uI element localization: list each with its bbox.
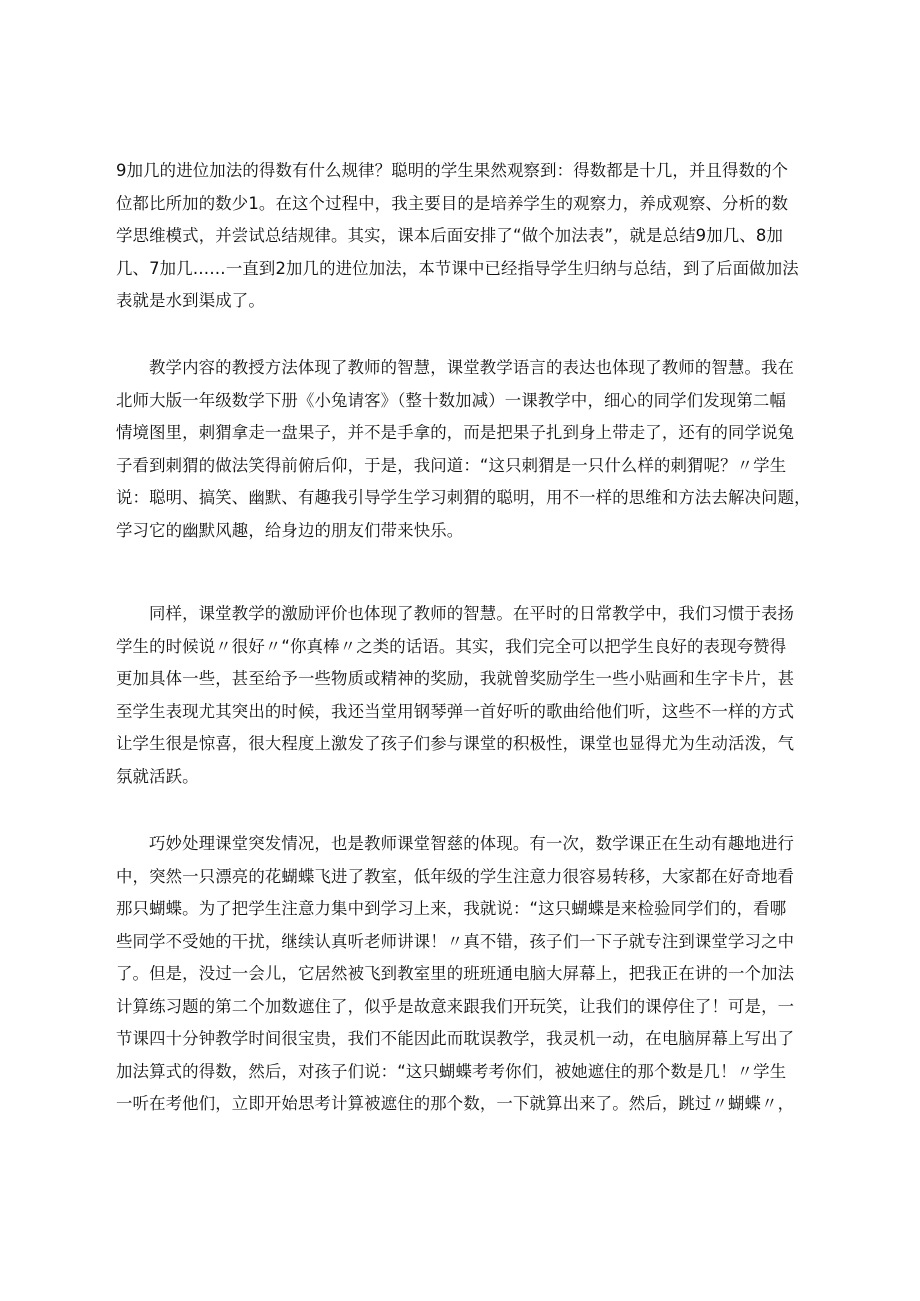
paragraph-line: 加法算式的得数，然后，对孩子们说：“这只蝴蝶考考你们，被她遮住的那个数是几！〃学生 [116,1061,787,1081]
paragraph-4 [116,828,813,1121]
paragraph-3 [116,598,813,793]
paragraph-line: 些同学不受她的干扰，继续认真听老师讲课！〃真不错，孩子们一下子就专注到课堂学习之中 [116,931,795,951]
paragraph-2 [116,352,813,547]
paragraph-line: 说：聪明、搞笑、幽默、有趣我引导学生学习刺猬的聪明，用不一样的思维和方法去解决问题， [116,488,811,507]
paragraph-line: 情境图里，刺猬拿走一盘果子，并不是手拿的，而是把果子扎到身上带走了，还有的同学说兔 [116,423,795,442]
paragraph-line: 学生的时候说〃很好〃“你真棒〃之类的话语。其实，我们完全可以把学生良好的表现夸赞得 [116,636,787,656]
paragraph-line: 同样，课堂教学的激励评价也体现了教师的智慧。在平时的日常教学中，我们习惯于表扬 [149,604,795,623]
paragraph-line: 教学内容的教授方法体现了教师的智慧，课堂教学语言的表达也体现了教师的智慧。我在 [149,358,795,377]
paragraph-line: 学思维模式，并尝试总结规律。其实，课本后面安排了“做个加法表”，就是总结9加几、8加 [116,226,783,245]
paragraph-line: 9加几的进位加法的得数有什么规律？聪明的学生果然观察到：得数都是十几，并且得数的个 [116,161,789,180]
paragraph-line: 子看到刺猬的做法笑得前俯后仰，于是，我问道：“这只刺猬是一只什么样的刺猬呢？〃学生 [116,455,787,475]
paragraph-line: 了。但是，没过一会儿，它居然被飞到教室里的班班通电脑大屏幕上，把我正在讲的一个加法 [116,964,795,983]
paragraph-line: 更加具体一些，甚至给予一些物质或精神的奖励，我就曾奖励学生一些小贴画和生字卡片，甚 [116,669,795,688]
paragraph-line: 位都比所加的数少1。在这个过程中，我主要目的是培养学生的观察力，养成观察、分析的数 [116,193,789,213]
paragraph-line: 表就是水到渠成了。 [116,291,265,310]
paragraph-line: 让学生很是惊喜，很大程度上激发了孩子们参与课堂的积极性，课堂也显得尤为生动活泼，气 [116,734,795,753]
paragraph-line: 北师大版一年级数学下册《小兔请客》（整十数加减）一课教学中，细心的同学们发现第二幅 [116,390,786,410]
paragraph-line: 氛就活跃。 [116,766,199,786]
paragraph-line: 一听在考他们，立即开始思考计算被遮住的那个数，一下就算出来了。然后，跳过〃蝴蝶〃， [116,1094,795,1113]
paragraph-line: 中，突然一只漂亮的花蝴蝶飞进了教室，低年级的学生注意力很容易转移，大家都在好奇地看 [116,866,795,886]
paragraph-line: 巧妙处理课堂突发情况，也是教师课堂智慈的体现。有一次，数学课正在生动有趣地进行 [149,834,795,853]
paragraph-line: 几、7加几……一直到2加几的进位加法，本节课中已经指导学生归纳与总结，到了后面做加法 [116,258,799,278]
paragraph-line: 至学生表现尤其突出的时候，我还当堂用钢琴弹一首好听的歌曲给他们听，这些不一样的方式 [116,701,795,721]
paragraph-line: 节课四十分钟教学时间很宝贵，我们不能因此而耽误教学，我灵机一动，在电脑屏幕上写出了 [116,1029,795,1048]
paragraph-1 [116,155,813,318]
paragraph-line: 那只蝴蝶。为了把学生注意力集中到学习上来，我就说：“这只蝴蝶是来检验同学们的，看哪 [116,899,787,918]
paragraph-line: 学习它的幽默风趣，给身边的朋友们带来快乐。 [116,520,464,540]
paragraph-line: 计算练习题的第二个加数遮住了，似乎是故意来跟我们开玩笑，让我们的课停住了！可是，一 [116,996,795,1016]
